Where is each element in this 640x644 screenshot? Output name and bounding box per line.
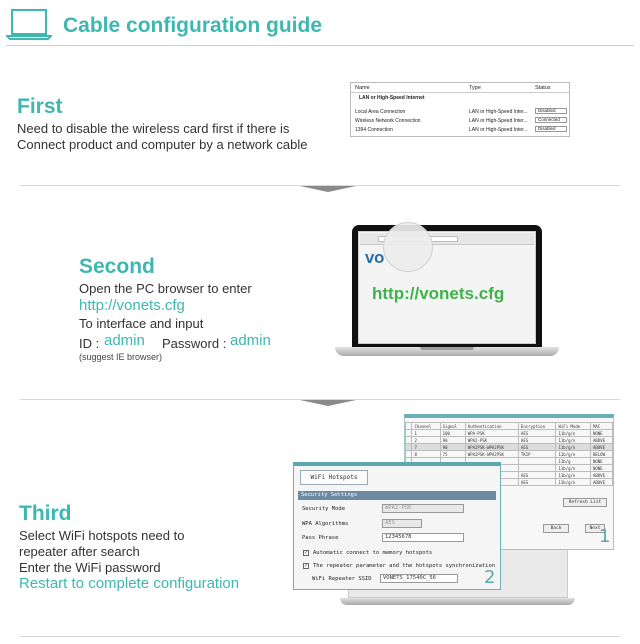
table-row[interactable]: 11b/g/n NONE (406, 465, 613, 472)
table-row[interactable]: 11b/g NONE (406, 458, 613, 465)
first-line-1: Need to disable the wireless card first if there is (17, 121, 290, 136)
id-label: ID : (79, 336, 100, 351)
laptop-icon (6, 8, 52, 40)
next-button[interactable]: Next (585, 524, 605, 533)
row-3-status: Disabled (535, 126, 567, 132)
sync-label: The repeater parameter and the hotspots synchronization (313, 563, 496, 569)
row-2-name[interactable]: Wireless Network Connection (355, 118, 421, 124)
third-title: Third (19, 502, 72, 525)
laptop-lip (420, 347, 474, 350)
screen-url: http://vonets.cfg (372, 284, 505, 303)
divider-3 (20, 636, 620, 637)
table-row[interactable]: 8 75 WPA2PSK-WPA2PSK TKIP 11b/g/n BELOW (406, 451, 613, 458)
table-row[interactable]: AES 11b/g/n ABOVE (406, 472, 613, 479)
id-value: admin (104, 332, 145, 349)
second-line-1: Open the PC browser to enter (79, 281, 252, 296)
hotspot-header-row (406, 423, 613, 430)
third-line-4: Restart to complete configuration (19, 575, 240, 592)
divider-1-notch (300, 186, 356, 192)
row-2-status: Connected (535, 117, 567, 123)
second-title: Second (79, 255, 155, 278)
table-row[interactable]: AES 11b/g/n ABOVE (406, 479, 613, 486)
pass-phrase-label: Pass Phrase (302, 535, 339, 541)
repeater-ssid-input[interactable]: VONETS_17540C_56 (380, 574, 458, 583)
password-value: admin (230, 332, 271, 349)
laptop-2-base (340, 598, 575, 605)
cell: WiFi Mode (556, 423, 590, 430)
security-mode-select[interactable]: WPA2-PSK (382, 504, 464, 513)
header-divider (6, 45, 634, 46)
row-1-status: Disabled (535, 108, 567, 114)
tab-wifi-hotspots[interactable]: WiFi Hotspots (300, 470, 368, 485)
network-connections-table (350, 82, 570, 137)
third-line-2: repeater after search (19, 544, 140, 559)
security-mode-label: Security Mode (302, 506, 346, 512)
cell: Authentication (465, 423, 518, 430)
first-title: First (17, 95, 63, 118)
security-settings-window (293, 462, 501, 590)
wpa-algorithms-select[interactable]: AES (382, 519, 422, 528)
vonets-logo: VO (365, 252, 385, 266)
step-1-marker: 1 (599, 526, 611, 547)
row-1-name[interactable]: Local Area Connection (355, 109, 406, 115)
cell: Encryption (518, 423, 556, 430)
col-type: Type (469, 85, 481, 91)
security-settings-header: Security Settings (298, 491, 496, 500)
third-line-3: Enter the WiFi password (19, 560, 161, 575)
wpa-algorithms-label: WPA Algorithms (302, 521, 349, 527)
row-1-type: LAN or High-Speed Inter... (469, 109, 528, 115)
second-url: http://vonets.cfg (79, 297, 185, 314)
step-2-marker: 2 (484, 567, 496, 588)
row-3-type: LAN or High-Speed Inter... (469, 127, 528, 133)
third-line-1: Select WiFi hotspots need to (19, 528, 185, 543)
group-label: LAN or High-Speed Internet (359, 95, 425, 101)
auto-connect-checkbox[interactable]: ✓ (304, 550, 309, 556)
page-title: Cable configuration guide (63, 14, 323, 37)
auto-connect-label: Automatic connect to memory hotspots (313, 550, 433, 556)
cell: Channel (412, 423, 440, 430)
table-row[interactable]: 2 90 WPA2-PSK AES 11b/g/n ABOVE (406, 437, 613, 444)
table-header-line (351, 92, 569, 93)
cell: MAC (590, 423, 612, 430)
first-line-2: Connect product and computer by a network cable (17, 137, 308, 152)
table-row[interactable]: 7 90 WPA2PSK-WPA2PSK AES 11b/g/n ABOVE (406, 444, 613, 451)
refresh-list-button[interactable]: Refresh List (563, 498, 607, 507)
browser-note: (suggest IE browser) (79, 352, 163, 362)
second-line-2: To interface and input (79, 316, 204, 331)
col-status: Status (535, 85, 551, 91)
back-button[interactable]: Back (543, 524, 569, 533)
col-name: Name (355, 85, 370, 91)
row-3-name[interactable]: 1394 Connection (355, 127, 393, 133)
pass-phrase-input[interactable]: 12345678 (382, 533, 464, 542)
repeater-ssid-label: WiFi Repeater SSID (312, 576, 372, 582)
magnifier-circle (383, 222, 433, 272)
divider-2-notch (300, 400, 356, 406)
password-label: Password : (162, 336, 227, 351)
table-row[interactable]: 1 100 WPA-PSK AES 11b/g/n NONE (406, 430, 613, 437)
cell: Signal (440, 423, 465, 430)
row-2-type: LAN or High-Speed Inter... (469, 118, 528, 124)
sync-checkbox[interactable]: ✓ (304, 563, 309, 569)
